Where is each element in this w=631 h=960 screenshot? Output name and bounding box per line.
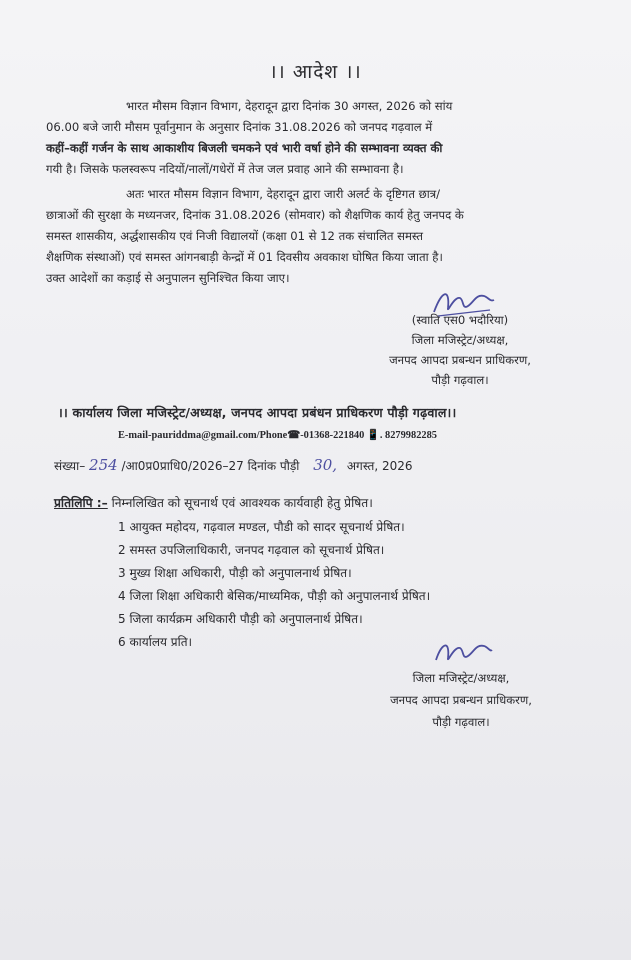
reference-code: /आ0प्र0प्राधि0/2026–27 दिनांक पौड़ी: [121, 459, 300, 473]
reference-number: 254: [89, 456, 118, 474]
signatory-designation: जिला मजिस्ट्रेट/अध्यक्ष,: [412, 671, 510, 685]
list-item: 3 मुख्य शिक्षा अधिकारी, पौड़ी को अनुपालनार्थ प्रेषित।: [118, 566, 352, 580]
signatory-location: पौड़ी गढ़वाल।: [431, 373, 489, 387]
list-item: 1 आयुक्त महोदय, गढ़वाल मण्डल, पौडी को सादर सूचनार्थ प्रेषित।: [118, 520, 405, 534]
reference-line: [54, 456, 413, 474]
list-item: 6 कार्यालय प्रति।: [118, 635, 193, 649]
paragraph-line: भारत मौसम विज्ञान विभाग, देहरादून द्वारा दिनांक 30 अगस्त, 2026 को सांय: [126, 99, 453, 113]
paragraph-line: शैक्षणिक संस्थाओं) एवं समस्त आंगनबाड़ी केन्द्रों में 01 दिवसीय अवकाश घोषित किया जाता है।: [46, 250, 443, 264]
list-item: 5 जिला कार्यक्रम अधिकारी पौड़ी को अनुपालनार्थ प्रेषित।: [118, 612, 363, 626]
copy-to-label: प्रतिलिपि :–: [54, 496, 108, 510]
paragraph-line: गयी है। जिसके फलस्वरूप नदियों/नालों/गधेरों में तेज जल प्रवाह आने की सम्भावना है।: [46, 162, 404, 176]
list-item: 4 जिला शिक्षा अधिकारी बेसिक/माध्यमिक, पौड़ी को अनुपालनार्थ प्रेषित।: [118, 589, 431, 603]
reference-month-year: अगस्त, 2026: [346, 459, 413, 473]
signatory-location: पौड़ी गढ़वाल।: [432, 715, 490, 729]
list-item: 2 समस्त उपजिलाधिकारी, जनपद गढ़वाल को सूचनार्थ प्रेषित।: [118, 543, 385, 557]
paragraph-line: अतः भारत मौसम विज्ञान विभाग, देहरादून द्वारा जारी अलर्ट के दृष्टिगत छात्र/: [126, 187, 441, 201]
signatory-authority: जनपद आपदा प्रबन्धन प्राधिकरण,: [389, 353, 531, 367]
document-title: ।। आदेश ।।: [269, 61, 362, 83]
office-heading: ।। कार्यालय जिला मजिस्ट्रेट/अध्यक्ष, जनपद आपदा प्रबंधन प्राधिकरण पौड़ी गढ़वाल।।: [58, 405, 457, 420]
signatory-authority: जनपद आपदा प्रबन्धन प्राधिकरण,: [390, 693, 532, 707]
reference-label: संख्या–: [54, 459, 86, 473]
paragraph-line: कहीं–कहीं गर्जन के साथ आकाशीय बिजली चमकने एवं भारी वर्षा होने की सम्भावना व्यक्त की: [46, 141, 443, 155]
contact-details: E-mail-pauriddma@gmail.com/Phone☎-01368-221840 📱. 8279982285: [118, 430, 437, 441]
reference-day: 30,: [313, 456, 338, 474]
paragraph-line: उक्त आदेशों का कड़ाई से अनुपालन सुनिश्चित किया जाए।: [46, 271, 290, 285]
signature-mark: [430, 636, 494, 668]
copy-to-heading: [54, 494, 373, 511]
signatory-designation: जिला मजिस्ट्रेट/अध्यक्ष,: [411, 333, 509, 347]
paragraph-line: समस्त शासकीय, अर्द्धशासकीय एवं निजी विद्यालयों (कक्षा 01 से 12 तक संचालित समस्त: [46, 229, 424, 243]
signatory-name: (स्वाति एस0 भदौरिया): [411, 313, 509, 327]
paragraph-line: 06.00 बजे जारी मौसम पूर्वानुमान के अनुसार दिनांक 31.08.2026 को जनपद गढ़वाल में: [46, 120, 433, 134]
copy-to-text: निम्नलिखित को सूचनार्थ एवं आवश्यक कार्यवाही हेतु प्रेषित।: [111, 496, 373, 510]
paragraph-line: छात्राओं की सुरक्षा के मध्यनजर, दिनांक 31.08.2026 (सोमवार) को शैक्षणिक कार्य हेतु जनपद के: [46, 208, 464, 222]
